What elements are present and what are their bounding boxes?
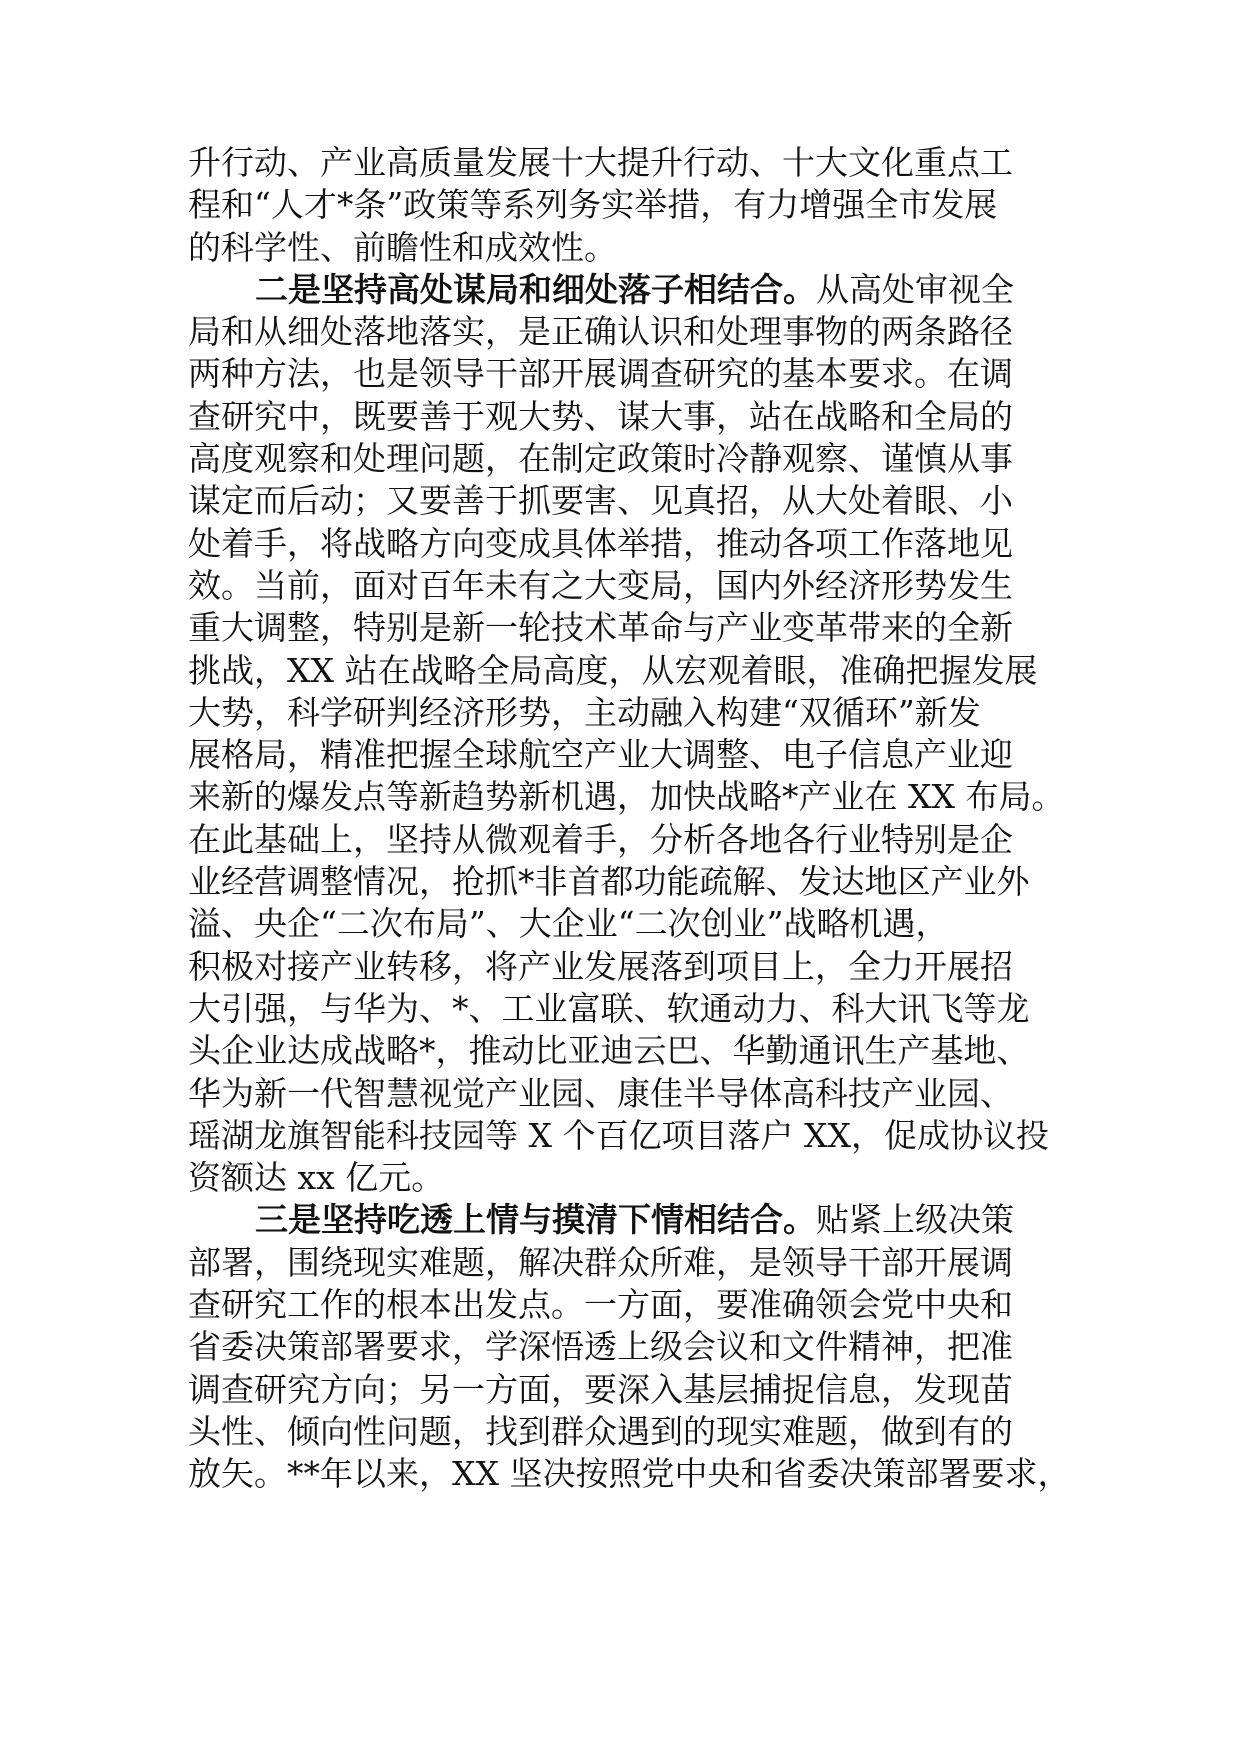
text-fragment: 从高处审视全 [816,269,1014,309]
text-line: 调查研究方向；另一方面，要深入基层捕捉信息，发现苗 [188,1369,1013,1409]
text-line: 放矢。**年以来，XX 坚决按照党中央和省委决策部署要求， [188,1454,1071,1494]
text-line: 查研究中，既要善于观大势、谋大事，站在战略和全局的 [188,396,1013,436]
text-line: 两种方法，也是领导干部开展调查研究的基本要求。在调 [188,354,1013,394]
paragraph-first-line [188,269,1088,311]
text-line: 的科学性、前瞻性和成效性。 [188,227,617,267]
text-line: 部署，围绕现实难题，解决群众所难，是领导干部开展调 [188,1242,1013,1282]
document-page [188,142,1088,1496]
text-line: 省委决策部署要求，学深悟透上级会议和文件精神，把准 [188,1327,1013,1367]
text-line: 升行动、产业高质量发展十大提升行动、十大文化重点工 [188,143,1013,182]
text-line: 重大调整，特别是新一轮技术革命与产业变革带来的全新 [188,608,1013,648]
text-line: 瑶湖龙旗智能科技园等 X 个百亿项目落户 XX，促成协议投 [188,1115,1049,1155]
paragraph-1 [188,142,1088,269]
paragraph-heading: 二是坚持高处谋局和细处落子相结合。 [255,269,816,309]
text-line: 处着手，将战略方向变成具体举措，推动各项工作落地见 [188,523,1013,563]
text-line: 头性、倾向性问题，找到群众遇到的现实难题，做到有的 [188,1411,1013,1451]
text-line: 程和“人才*条”政策等系列务实举措，有力增强全市发展 [188,185,998,225]
text-line: 积极对接产业转移，将产业发展落到项目上，全力开展招 [188,946,1013,986]
text-line: 谋定而后动；又要善于抓要害、见真招，从大处着眼、小 [188,481,1013,521]
text-line: 局和从细处落地落实，是正确认识和处理事物的两条路径 [188,312,1013,352]
text-line: 大引强，与华为、*、工业富联、软通动力、科大讯飞等龙 [188,988,1030,1028]
text-line: 展格局，精准把握全球航空产业大调整、电子信息产业迎 [188,735,1013,775]
text-line: 华为新一代智慧视觉产业园、康佳半导体高科技产业园、 [188,1073,1013,1113]
text-line: 查研究工作的根本出发点。一方面，要准确领会党中央和 [188,1285,1013,1325]
text-line: 效。当前，面对百年未有之大变局，国内外经济形势发生 [188,565,1013,605]
text-line: 头企业达成战略*，推动比亚迪云巴、华勤通讯生产基地、 [188,1031,1030,1071]
paragraph-first-line [188,1199,1088,1241]
text-line: 来新的爆发点等新趋势新机遇，加快战略*产业在 XX 布局。 [188,777,1065,817]
text-line: 在此基础上，坚持从微观着手，分析各地各行业特别是企 [188,819,1013,859]
text-line: 挑战，XX 站在战略全局高度，从宏观着眼，准确把握发展 [188,650,1038,690]
paragraph-3 [188,1199,1088,1495]
text-line: 大势，科学研判经济形势，主动融入构建“双循环”新发 [188,692,981,732]
paragraph-2 [188,269,1088,1200]
text-line: 业经营调整情况，抢抓*非首都功能疏解、发达地区产业外 [188,862,1030,902]
text-line: 资额达 xx 亿元。 [188,1158,445,1198]
text-line: 高度观察和处理问题，在制定政策时冷静观察、谨慎从事 [188,439,1013,479]
paragraph-heading: 三是坚持吃透上情与摸清下情相结合。 [255,1200,816,1240]
text-line: 溢、央企“二次布局”、大企业“二次创业”战略机遇， [188,904,949,944]
text-fragment: 贴紧上级决策 [816,1200,1014,1240]
